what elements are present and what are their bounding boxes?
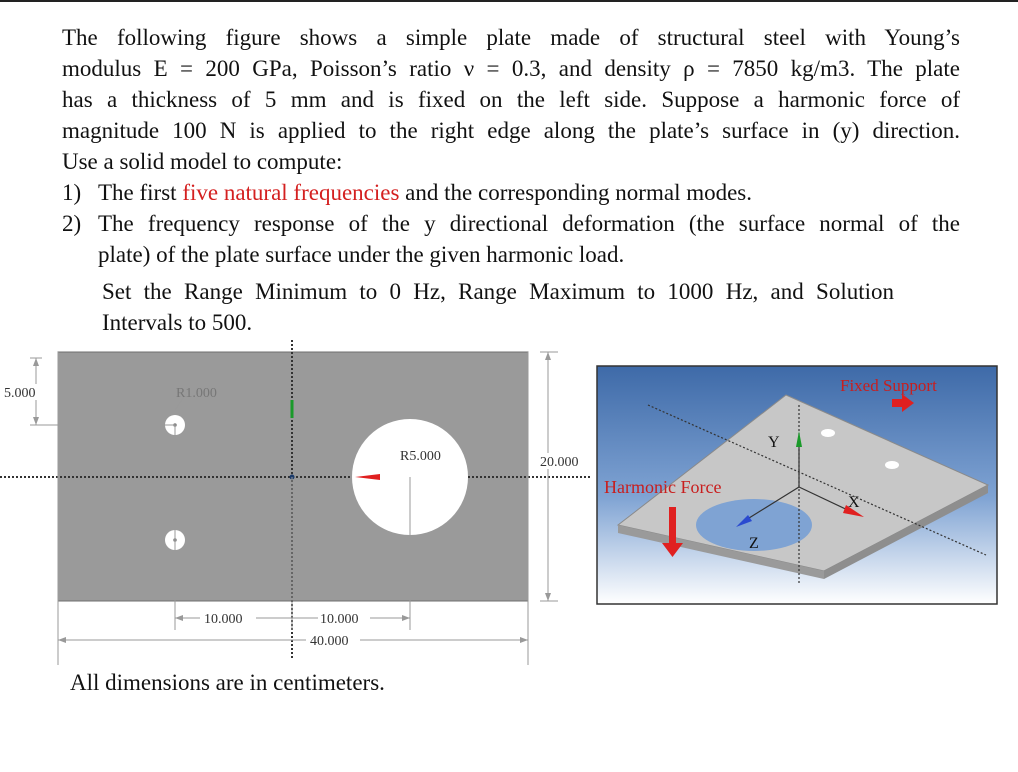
settings-line: Intervals to 500. bbox=[102, 310, 253, 335]
dim-width-label: 20.000 bbox=[540, 455, 579, 470]
axis-y-label: Y bbox=[768, 434, 780, 451]
question-number: 1) bbox=[62, 180, 82, 205]
top-rule bbox=[0, 0, 1018, 2]
units-caption: All dimensions are in centimeters. bbox=[70, 670, 385, 695]
intro-line: The following figure shows a simple plate made of structural steel with Young’s bbox=[62, 25, 960, 50]
settings-line: Set the Range Minimum to 0 Hz, Range Maximum to 1000 Hz, and Solution bbox=[102, 279, 894, 304]
fixed-support-label: Fixed Support bbox=[840, 376, 937, 395]
harmonic-force-label: Harmonic Force bbox=[604, 477, 722, 497]
dim-total-label: 40.000 bbox=[310, 634, 349, 649]
small-hole bbox=[821, 429, 835, 437]
question-2 bbox=[62, 208, 960, 270]
question-1-highlight: five natural frequencies bbox=[182, 180, 400, 205]
question-2-line: plate) of the plate surface under the given harmonic load. bbox=[98, 242, 625, 267]
dim-a-label: 10.000 bbox=[204, 612, 243, 627]
question-1-text-post: and the corresponding normal modes. bbox=[399, 180, 753, 205]
small-hole bbox=[885, 461, 899, 469]
dim-b-label: 10.000 bbox=[320, 612, 359, 627]
analysis-settings bbox=[102, 276, 922, 338]
question-number: 2) bbox=[62, 211, 82, 236]
intro-line: magnitude 100 N is applied to the right edge along the plate’s surface in (y) direction. bbox=[62, 118, 960, 143]
force-arrow-shaft bbox=[669, 507, 676, 545]
plate-3d-view bbox=[596, 365, 998, 605]
problem-intro bbox=[62, 22, 960, 177]
intro-line: modulus E = 200 GPa, Poisson’s ratio ν = 0.3, and density ρ = 7850 kg/m3. The plate bbox=[62, 56, 960, 81]
radius-small-label: R1.000 bbox=[176, 386, 217, 401]
axis-x-label: X bbox=[848, 494, 860, 511]
axis-z-label: Z bbox=[749, 535, 759, 552]
question-1 bbox=[62, 177, 960, 208]
radius-large-label: R5.000 bbox=[400, 449, 441, 464]
intro-line: Use a solid model to compute: bbox=[62, 149, 343, 174]
dim-height-label: 5.000 bbox=[4, 386, 36, 401]
question-2-line: The frequency response of the y directional deformation (the surface normal of the bbox=[98, 211, 960, 236]
intro-line: has a thickness of 5 mm and is fixed on the left side. Suppose a harmonic force of bbox=[62, 87, 960, 112]
plate-dimension-drawing bbox=[0, 340, 600, 680]
question-1-text-pre: The first bbox=[98, 180, 183, 205]
question-list bbox=[62, 177, 960, 270]
problem-text bbox=[62, 22, 960, 270]
